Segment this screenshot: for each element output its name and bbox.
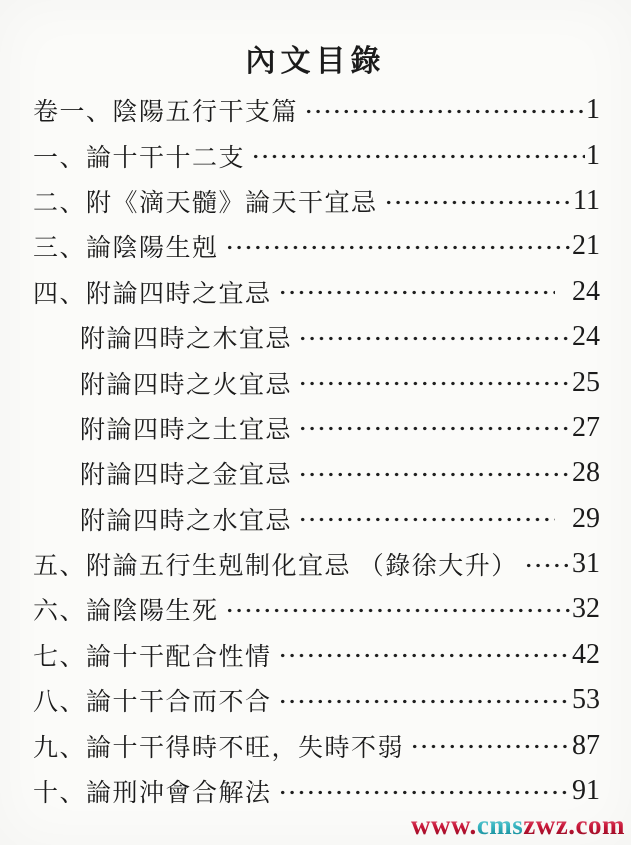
toc-entry-page: 53: [572, 684, 600, 716]
dot-leader: [296, 411, 571, 445]
dot-leader: [249, 139, 585, 173]
toc-entry-page: 27: [572, 411, 600, 443]
toc-entry-page: 21: [572, 230, 600, 262]
toc-entry-page: 1: [586, 94, 600, 126]
toc-entry: [33, 541, 600, 586]
dot-leader: [223, 592, 571, 626]
toc-entry-page: 91: [572, 775, 600, 807]
toc-entry-label: 九、論十干得時不旺，失時不弱: [33, 734, 405, 762]
toc-entry-label: 附論四時之水宜忌: [80, 507, 293, 535]
dot-leader: [296, 502, 555, 536]
page-title: 內文目錄: [245, 45, 386, 78]
dot-leader: [276, 683, 571, 717]
toc-entry: [33, 405, 600, 450]
dot-leader: [276, 638, 571, 672]
toc-entry: [33, 587, 600, 632]
toc-entry-label: 附論四時之火宜忌: [80, 371, 293, 399]
toc-entry: [33, 314, 600, 359]
toc-entry: [33, 224, 600, 269]
toc-entry-label: 三、論陰陽生剋: [33, 235, 219, 263]
toc-entry-label: 六、論陰陽生死: [33, 598, 219, 626]
toc-entry: [33, 133, 600, 178]
dot-leader: [296, 320, 571, 354]
toc-entry: [33, 632, 600, 677]
dot-leader: [276, 275, 555, 309]
dot-leader: [276, 774, 571, 808]
toc-entry-label: 附論四時之土宜忌: [80, 416, 293, 444]
toc-entry-page: 87: [572, 729, 600, 761]
toc-entry-page: 29: [572, 502, 600, 534]
dot-leader: [302, 93, 585, 127]
dot-leader: [522, 547, 571, 581]
toc-entry-page: 24: [572, 275, 600, 307]
dot-leader: [296, 366, 571, 400]
toc-entry-label: 附論四時之金宜忌: [80, 462, 293, 490]
toc-entry-page: 32: [572, 593, 600, 625]
toc-entry: [33, 360, 600, 405]
toc-entry: [33, 269, 600, 314]
toc-entry-page: 1: [586, 139, 600, 171]
watermark-www-part: www.: [411, 810, 477, 840]
toc-entry-page: 42: [572, 638, 600, 670]
toc-entry-page: 31: [572, 548, 600, 580]
toc-entry-page: 28: [572, 457, 600, 489]
toc-list: [0, 88, 631, 814]
toc-entry: [33, 678, 600, 723]
toc-entry-label: 二、附《滴天髓》論天干宜忌: [33, 189, 378, 217]
dot-leader: [382, 184, 573, 218]
toc-entry: [33, 178, 600, 223]
watermark-zwzcom-part: zwz.com: [523, 810, 625, 840]
toc-entry: [33, 88, 600, 133]
toc-entry-label: 附論四時之木宜忌: [80, 326, 293, 354]
toc-entry: [33, 496, 600, 541]
dot-leader: [223, 229, 571, 263]
watermark-cms-part: cms: [476, 810, 524, 840]
toc-entry-label: 五、附論五行生剋制化宜忌 （錄徐大升）: [33, 553, 518, 581]
dot-leader: [296, 456, 571, 490]
toc-entry: [33, 451, 600, 496]
toc-entry-label: 一、論十干十二支: [33, 144, 246, 172]
watermark: [411, 811, 625, 841]
toc-entry-page: 25: [572, 366, 600, 398]
toc-entry-label: 四、附論四時之宜忌: [33, 280, 272, 308]
toc-entry-page: 11: [573, 184, 600, 216]
toc-entry: [33, 723, 600, 768]
dot-leader: [408, 729, 571, 763]
toc-entry: [33, 768, 600, 813]
toc-entry-label: 十、論刑沖會合解法: [33, 780, 272, 808]
toc-entry-label: 七、論十干配合性情: [33, 643, 272, 671]
toc-entry-label: 卷一、陰陽五行干支篇: [33, 99, 299, 127]
toc-entry-page: 24: [572, 321, 600, 353]
toc-entry-label: 八、論十干合而不合: [33, 689, 272, 717]
